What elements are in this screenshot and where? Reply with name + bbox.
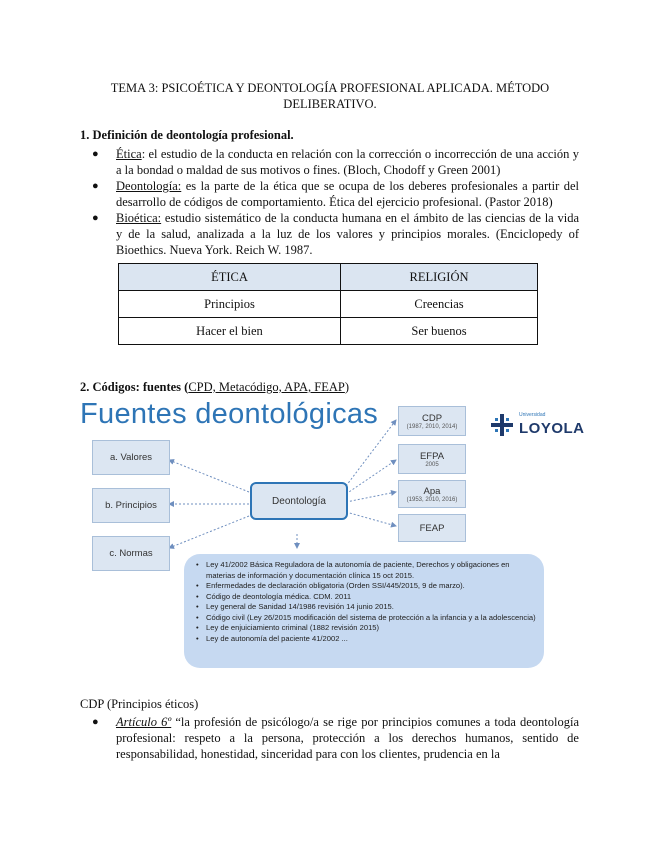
article-text: “la profesión de psicólogo/a se rige por principios comunes a toda deontología profesional: respeto a la persona, protección a los derechos humanos, sentido de responsabilidad, honestidad, sinceridad para con los clientes, prudencia en la	[116, 715, 580, 761]
legal-item: • Enfermedades de declaración obligatoria (Orden SSI/445/2015, 9 de marzo).	[196, 581, 536, 592]
article-term: Artículo 6º	[116, 715, 172, 729]
table-header-cell: ÉTICA	[119, 264, 341, 291]
list-item	[92, 714, 579, 762]
bullet-icon: ●	[92, 148, 99, 160]
legal-item: • Código civil (Ley 26/2015 modificación del sistema de protección a la infancia y a la adolescencia)	[196, 613, 536, 624]
box-label: FEAP	[419, 522, 445, 534]
box-feap	[398, 514, 466, 542]
box-sublabel: (1987, 2010, 2014)	[406, 423, 458, 430]
definition-text: es la parte de la ética que se ocupa de los deberes profesionales a partir del desarrollo de códigos de comportamiento. Ética del ejercicio profesional. (Pastor 2018)	[116, 179, 579, 209]
list-item	[92, 146, 579, 178]
box-valores: a. Valores	[92, 440, 170, 475]
table-cell: Ser buenos	[341, 318, 538, 345]
logo-subtitle: Universidad	[519, 412, 546, 418]
arrow-to-apa	[346, 492, 396, 502]
box-apa	[398, 480, 466, 508]
box-sublabel: 2005	[425, 461, 439, 468]
box-label: CDP	[421, 412, 443, 424]
table-cell: Principios	[119, 291, 341, 318]
legal-item: • Ley de autonomía del paciente 41/2002 ...	[196, 634, 536, 645]
box-sublabel: (1953, 2010, 2016)	[406, 496, 458, 503]
term-deontologia: Deontología:	[116, 179, 182, 193]
arrow-to-normas	[169, 516, 249, 548]
box-principios: b. Principios	[92, 488, 170, 523]
legal-item: • Ley 41/2002 Básica Reguladora de la autonomía de paciente, Derechos y obligaciones en materias de información y documentación clínica 15 oct 2015.	[196, 560, 536, 581]
arrow-to-feap	[346, 512, 396, 526]
bullet-icon: ●	[92, 180, 99, 192]
table-cell: Hacer el bien	[119, 318, 341, 345]
table-cell: Creencias	[341, 291, 538, 318]
box-normas: c. Normas	[92, 536, 170, 571]
box-cdp	[398, 406, 466, 436]
table-row	[119, 291, 538, 318]
logo-text: LOYOLA	[519, 420, 585, 437]
diagram-title: Fuentes deontológicas	[80, 398, 379, 430]
legal-item: • Ley de enjuiciamiento criminal (1882 revisión 2015)	[196, 623, 536, 634]
section-2-heading	[80, 380, 349, 395]
section-1-heading: 1. Definición de deontología profesional.	[80, 128, 294, 142]
table-row	[119, 318, 538, 345]
heading-prefix: 2. Códigos: fuentes (	[80, 380, 189, 394]
box-label: EFPA	[419, 450, 445, 462]
bullet-icon: ●	[92, 716, 99, 728]
legal-item: • Código de deontología médica. CDM. 2011	[196, 592, 536, 603]
articles-list	[92, 714, 579, 762]
ethics-religion-table	[118, 263, 538, 345]
table-header-row	[119, 264, 538, 291]
arrow-to-valores	[169, 460, 249, 492]
table-header-cell: RELIGIÓN	[341, 264, 538, 291]
codes-link[interactable]: CPD, Metacódigo, APA, FEAP	[188, 380, 345, 394]
heading-suffix: )	[344, 380, 350, 394]
box-efpa	[398, 444, 466, 474]
definition-text: estudio sistemático de la conducta humana en el ámbito de las ciencias de la vida y de la salud, analizada a la luz de los valores y principios morales. (Enciclopedy of Bioethics. Nueva York. Reich W. 1987.	[116, 211, 579, 257]
arrow-to-efpa	[346, 460, 396, 494]
legal-item: • Ley general de Sanidad 14/1986 revisión 14 junio 2015.	[196, 602, 536, 613]
arrow-to-cdp	[346, 420, 396, 486]
box-deontologia: Deontología	[250, 482, 348, 520]
box-label: Apa	[423, 485, 441, 497]
list-item	[92, 178, 579, 210]
cdp-principles-label: CDP (Principios éticos)	[80, 697, 199, 711]
deontological-sources-diagram	[64, 398, 585, 670]
list-item	[92, 210, 579, 258]
definition-text: : el estudio de la conducta en relación con la corrección o incorrección de una acción y a la bondad o maldad de sus motivos o fines. (Bloch, Chodoff y Green 2001)	[116, 147, 579, 177]
document-title: TEMA 3: PSICOÉTICA Y DEONTOLOGÍA PROFESIONAL APLICADA. MÉTODO DELIBERATIVO.	[110, 81, 550, 111]
legal-sources-box	[184, 554, 544, 668]
term-bioetica: Bioética:	[116, 211, 162, 225]
term-etica: Ética	[116, 147, 142, 161]
definitions-list	[92, 146, 579, 258]
bullet-icon: ●	[92, 212, 99, 224]
